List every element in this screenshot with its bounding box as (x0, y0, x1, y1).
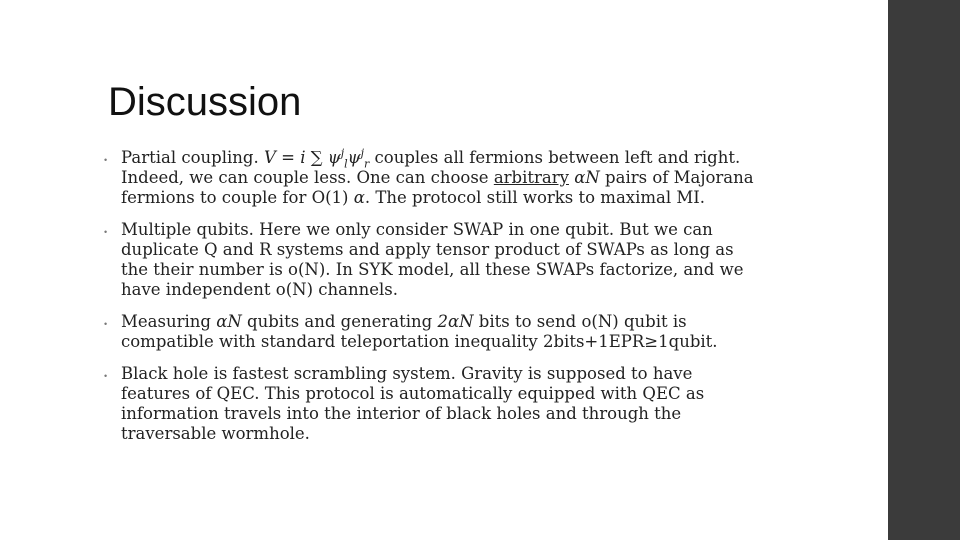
math-segment: αN (216, 312, 242, 331)
text-segment: Partial coupling. (121, 148, 264, 167)
bullet-list (104, 148, 764, 456)
math-subscript: r (364, 157, 370, 171)
math-subscript: l (344, 157, 348, 171)
bullet-marker: • (104, 319, 108, 329)
bullet-marker: • (104, 371, 108, 381)
math-segment: α (353, 188, 365, 207)
bullet-line: traversable wormhole. (121, 424, 310, 443)
text-segment: qubits and generating (241, 312, 438, 331)
bullet-line: Multiple qubits. Here we only consider SWAP in one qubit. But we can (121, 220, 713, 239)
bullet-marker: • (104, 227, 108, 237)
bullet-item (104, 148, 764, 208)
slide-title: Discussion (108, 80, 302, 124)
math-superscript: j (360, 146, 365, 160)
text-segment: Measuring (121, 312, 217, 331)
bullet-line: features of QEC. This protocol is automatically equipped with QEC as (121, 384, 705, 403)
bullet-line (121, 312, 764, 332)
bullet-line: the their number is o(N). In SYK model, all these SWAPs factorize, and we (121, 260, 744, 279)
math-segment: ψ (347, 148, 361, 167)
math-segment: V (263, 148, 276, 167)
bullet-line (121, 146, 764, 171)
math-segment: = i ∑ ψ (275, 148, 341, 167)
bullet-line (121, 168, 764, 188)
text-segment: . The protocol still works to maximal MI. (364, 188, 706, 207)
bullet-marker: • (104, 155, 108, 165)
bullet-line: information travels into the interior of black holes and through the (121, 404, 682, 423)
math-segment: αN (574, 168, 600, 187)
math-superscript: j (340, 146, 345, 160)
text-segment: Indeed, we can couple less. One can choose (121, 168, 494, 187)
bullet-line: compatible with standard teleportation inequality 2bits+1EPR≥1qubit. (121, 332, 718, 351)
text-segment: couples all fermions between left and right. (369, 148, 741, 167)
bullet-line (121, 188, 764, 208)
bullet-item (104, 220, 764, 300)
side-bar (888, 0, 960, 540)
bullet-item (104, 312, 764, 352)
text-segment: bits to send o(N) qubit is (473, 312, 687, 331)
math-segment: 2αN (437, 312, 474, 331)
bullet-item (104, 364, 764, 444)
bullet-line: have independent o(N) channels. (121, 280, 399, 299)
text-segment: fermions to couple for O(1) (121, 188, 354, 207)
underlined-text: arbitrary (493, 168, 569, 187)
bullet-line: Black hole is fastest scrambling system. Gravity is supposed to have (121, 364, 693, 383)
text-segment: pairs of Majorana (599, 168, 754, 187)
bullet-line: duplicate Q and R systems and apply tensor product of SWAPs as long as (121, 240, 734, 259)
